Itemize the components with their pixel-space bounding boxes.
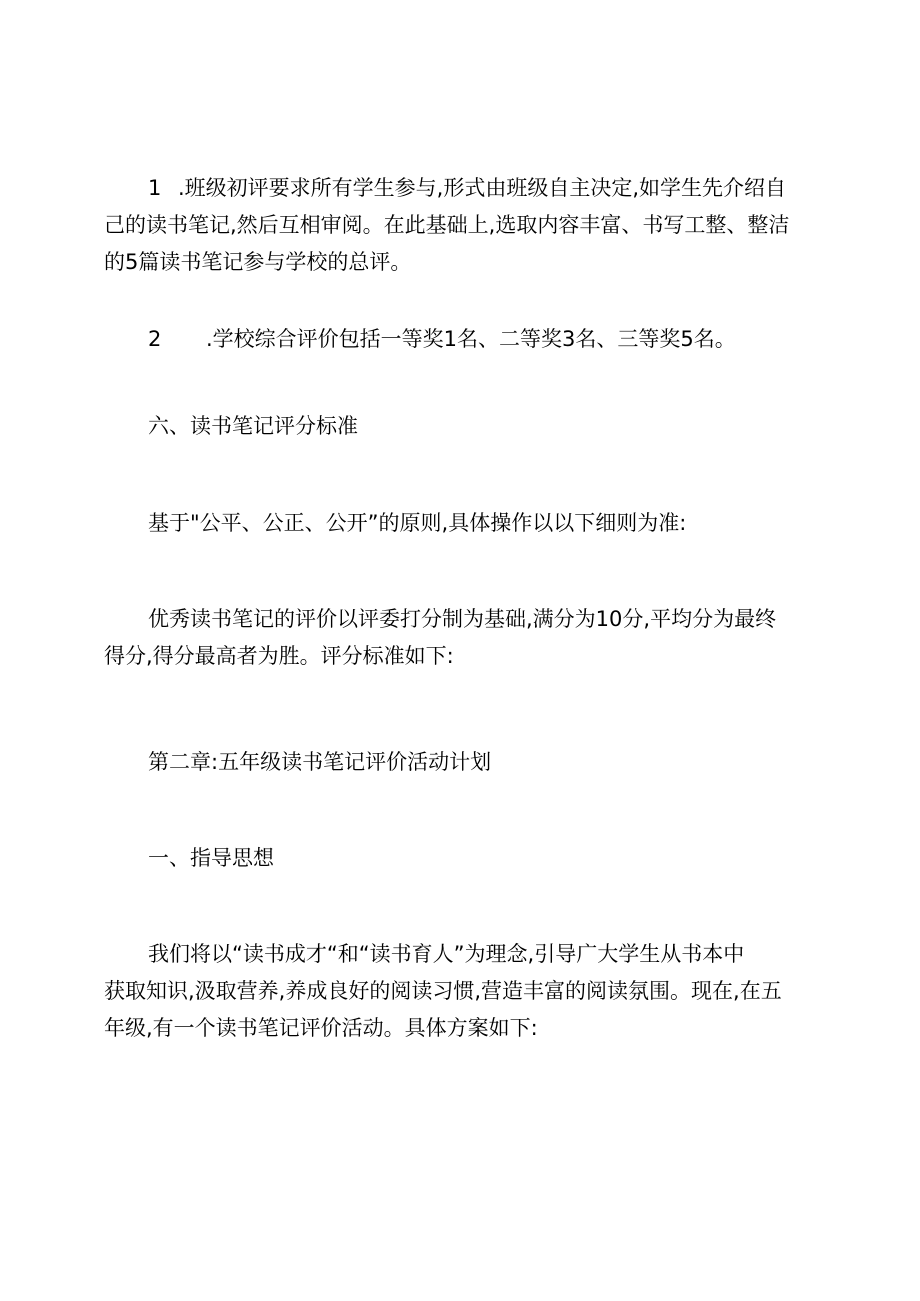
section-heading-six: 六、读书笔记评分标准	[148, 414, 358, 438]
principle-paragraph: 基于"公平、公正、公开”的原则,具体操作以以下细则为准:	[148, 511, 687, 535]
list-item-1-number: 1	[148, 176, 162, 200]
scoring-line-1: 优秀读书笔记的评价以评委打分制为基础,满分为10分,平均分为最终	[148, 607, 777, 631]
list-item-1-text: .班级初评要求所有学生参与,形式由班级自主决定,如学生先介绍自	[178, 176, 787, 200]
list-item-1-line-2: 己的读书笔记,然后互相审阅。在此基础上,选取内容丰富、书写工整、整洁	[104, 213, 790, 237]
list-item-2	[104, 321, 820, 358]
list-item-1	[104, 170, 820, 281]
scoring-paragraph	[104, 601, 820, 675]
section-heading-one: 一、指导思想	[148, 846, 274, 870]
list-item-1-line-3: 的5篇读书笔记参与学校的总评。	[104, 250, 412, 274]
guidance-line-3: 年级,有一个读书笔记评价活动。具体方案如下:	[104, 1016, 538, 1040]
list-item-2-text: .学校综合评价包括一等奖1名、二等奖3名、三等奖5名。	[206, 327, 736, 351]
scoring-line-2: 得分,得分最高者为胜。评分标准如下:	[104, 644, 454, 668]
guidance-paragraph	[104, 936, 820, 1047]
guidance-line-2: 获取知识,汲取营养,养成良好的阅读习惯,营造丰富的阅读氛围。现在,在五	[104, 979, 782, 1003]
guidance-line-1: 我们将以“读书成才“和“读书育人”为理念,引导广大学生从书本中	[148, 942, 745, 966]
chapter-two-title: 第二章:五年级读书笔记评价活动计划	[148, 750, 492, 774]
list-item-2-line-1	[104, 321, 820, 358]
list-item-2-number: 2	[148, 327, 162, 351]
list-item-1-line-1	[104, 170, 820, 207]
